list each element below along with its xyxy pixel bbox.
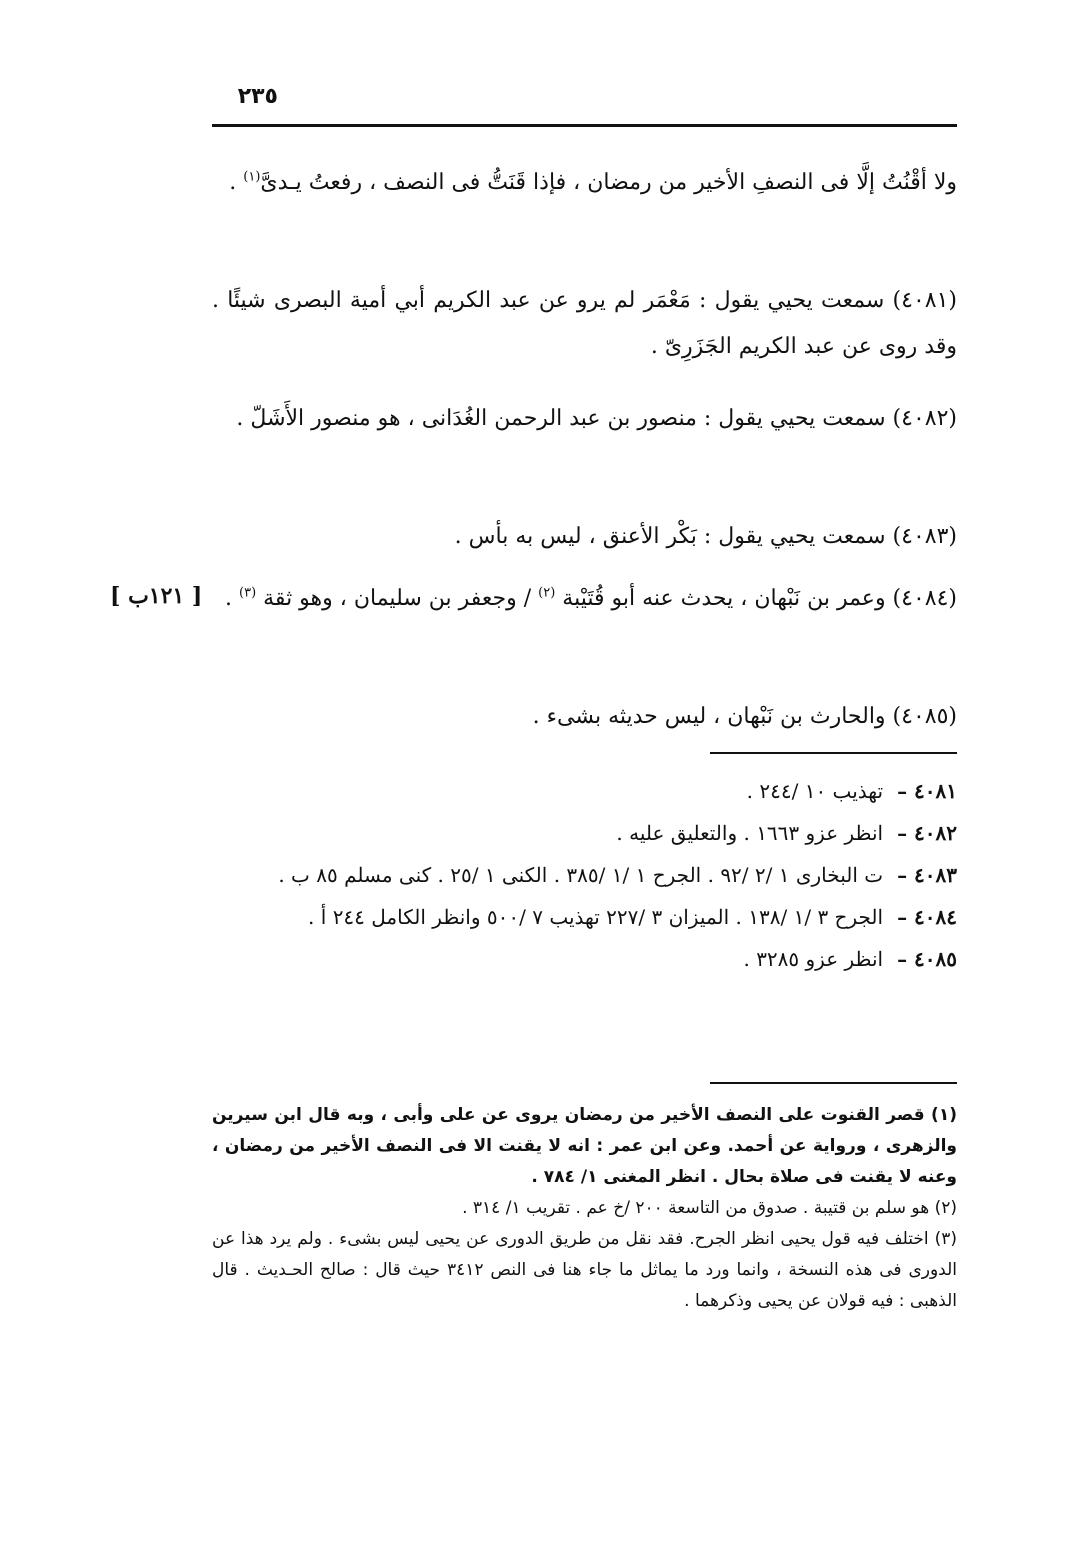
footnote-3: (٣) اختلف فيه قول يحيى انظر الجرح. فقد نقل من طريق الدورى عن يحيى ليس بشىء . ولم يرد هذا عن الدورى فى هذه النسخة ، وانما ورد ما يماثل ما جاء هنا فى النص ٣٤١٢ حيث قال : صالح الحـديث . قال الذهبى : فيه قولان عن يحيى وذكرهما . xyxy=(212,1229,957,1311)
note-number: ٤٠٨١ – xyxy=(897,779,957,803)
note-number: ٤٠٨٥ – xyxy=(897,947,957,971)
entry-4085 xyxy=(212,694,957,740)
footnote-ref-1: (١) xyxy=(243,169,261,185)
note-number: ٤٠٨٢ – xyxy=(897,821,957,845)
reference-notes xyxy=(212,770,957,980)
entry-text-cont: / وجعفر بن سليمان ، وهو ثقة xyxy=(263,586,539,611)
footnote-2: (٢) هو سلم بن قتيبة . صدوق من التاسعة ٢٠٠ /خ عم . تقريب ١/ ٣١٤ . xyxy=(462,1198,957,1218)
reference-note xyxy=(212,812,957,854)
paragraph-end: . xyxy=(229,170,244,195)
page-number: ٢٣٥ xyxy=(237,84,278,109)
entry-text: (٤٠٨٤) وعمر بن نَبْهان ، يحدث عنه أبو قُتَيْبة xyxy=(562,586,957,611)
notes-rule xyxy=(710,752,957,754)
entry-text: (٤٠٨٢) سمعت يحيي يقول : منصور بن عبد الرحمن الغُدَانى ، هو منصور الأَشَلّ . xyxy=(236,406,957,431)
entry-text: (٤٠٨٥) والحارث بن نَبْهان ، ليس حديثه بشىء . xyxy=(532,704,957,729)
entry-text: (٤٠٨٣) سمعت يحيي يقول : بَكْر الأعنق ، ليس به بأس . xyxy=(454,524,957,549)
header-rule xyxy=(212,124,957,127)
entry-4081 xyxy=(212,278,957,370)
note-text: انظر عزو ٣٢٨٥ . xyxy=(743,947,884,971)
footnotes xyxy=(212,1100,957,1317)
note-text: انظر عزو ١٦٦٣ . والتعليق عليه . xyxy=(616,821,884,845)
entry-4084 xyxy=(212,576,957,622)
note-text: تهذيب ١٠ /٢٤٤ . xyxy=(746,779,884,803)
paragraph-text: ولا أقْنُتُ إلَّا فى النصفِ الأخير من رمضان ، فإذا قَنَتُّ فى النصف ، رفعتُ يـدىَّ xyxy=(260,170,957,195)
entry-end: . xyxy=(225,586,239,611)
paragraph-continuation xyxy=(212,160,957,206)
entry-4083 xyxy=(212,514,957,560)
reference-note xyxy=(212,770,957,812)
note-text: الجرح ٣ /١ /١٣٨ . الميزان ٣ /٢٢٧ تهذيب ٧ /٥٠٠ وانظر الكامل ٢٤٤ أ . xyxy=(308,905,884,929)
manuscript-folio-marker: [ ١٢١ب ] xyxy=(110,583,203,609)
reference-note xyxy=(212,896,957,938)
note-text: ت البخارى ١ /٢ /٩٢ . الجرح ١ /١ /٣٨٥ . الكنى ١ /٢٥ . كنى مسلم ٨٥ ب . xyxy=(278,863,884,887)
reference-note xyxy=(212,938,957,980)
entry-text: (٤٠٨١) سمعت يحيي يقول : مَعْمَر لم يرو عن عبد الكريم أبي أمية البصرى شيئًا . وقد روى عن عبد الكريم الجَزَرِىّ . xyxy=(212,288,957,359)
footnote-ref-3: (٣) xyxy=(239,585,257,601)
footnote-ref-2: (٢) xyxy=(538,585,556,601)
note-number: ٤٠٨٣ – xyxy=(897,863,957,887)
reference-note xyxy=(212,854,957,896)
footnote-1: (١) قصر القنوت على النصف الأخير من رمضان يروى عن على وأبى ، وبه قال ابن سيرين والزهرى ، ورواية عن أحمد. وعن ابن عمر : انه لا يقنت الا فى النصف الأخير من رمضان ، وعنه لا يقنت فى صلاة بحال . انظر المغنى ١/ ٧٨٤ . xyxy=(212,1105,957,1187)
footnotes-rule xyxy=(710,1082,957,1084)
note-number: ٤٠٨٤ – xyxy=(897,905,957,929)
entry-4082 xyxy=(212,396,957,442)
